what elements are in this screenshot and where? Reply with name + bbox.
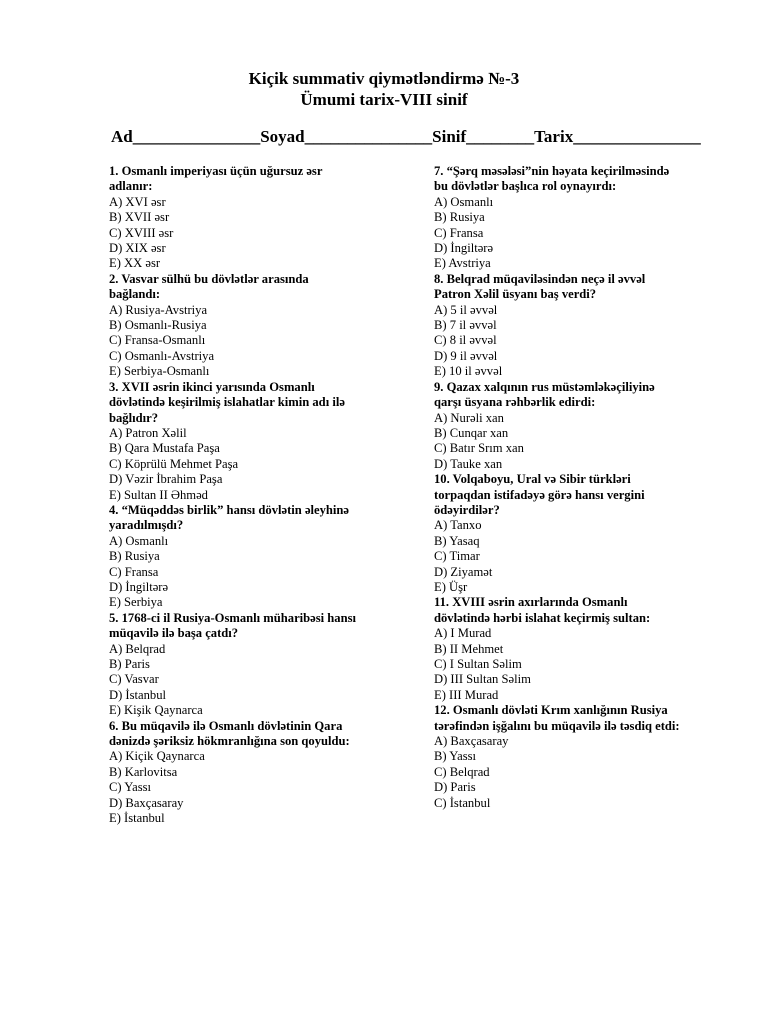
- answer-option: C) XVIII əsr: [109, 225, 174, 240]
- question-block: [109, 719, 409, 827]
- right-question-column: [434, 164, 734, 811]
- question-text: ödəyirdilər?: [434, 502, 500, 517]
- answer-option: C) Fransa: [434, 225, 484, 240]
- page-title: Kiçik summativ qiymətləndirmə №-3: [248, 69, 520, 88]
- answer-option: D) III Sultan Səlim: [434, 672, 531, 687]
- answer-option: B) Yasaq: [434, 533, 480, 548]
- answer-option: C) Fransa: [109, 564, 159, 579]
- question-text: 10. Volqaboyu, Ural və Sibir türkləri: [434, 472, 631, 487]
- question-block: [109, 164, 409, 272]
- answer-option: E) İstanbul: [109, 811, 165, 826]
- answer-option: B) Cunqar xan: [434, 425, 509, 440]
- answer-option: E) XX əsr: [109, 256, 161, 271]
- question-text: müqavilə ilə başa çatdı?: [109, 626, 239, 641]
- question-text: bağlandı:: [109, 287, 161, 302]
- answer-option: A) Osmanlı: [109, 533, 169, 548]
- question-text: 1. Osmanlı imperiyası üçün uğursuz əsr: [109, 164, 323, 178]
- answer-option: B) Paris: [109, 657, 150, 671]
- answer-option: B) Qara Mustafa Paşa: [109, 441, 220, 456]
- question-text: dövlətində keşirilmiş islahatlar kimin adı ilə: [109, 395, 345, 410]
- question-text: 2. Vasvar sülhü bu dövlətlər arasında: [109, 271, 309, 286]
- answer-option: E) Üşr: [434, 579, 468, 594]
- answer-option: D) Vəzir İbrahim Paşa: [109, 472, 223, 487]
- question-text: 11. XVIII əsrin axırlarında Osmanlı: [434, 595, 628, 610]
- answer-option: C) Yassı: [109, 780, 151, 795]
- answer-option: A) Patron Xəlil: [109, 425, 187, 440]
- answer-option: D) 9 il əvvəl: [434, 348, 498, 363]
- answer-option: D) Paris: [434, 780, 476, 795]
- answer-option: C) I Sultan Səlim: [434, 657, 522, 671]
- answer-option: B) Karlovitsa: [109, 764, 178, 779]
- answer-option: C) İstanbul: [434, 795, 491, 810]
- answer-option: C) Belqrad: [434, 764, 490, 779]
- question-text: 12. Osmanlı dövləti Krım xanlığının Rusiya: [434, 703, 668, 718]
- answer-option: A) Baxçasaray: [434, 734, 509, 749]
- answer-option: B) 7 il əvvəl: [434, 318, 497, 333]
- answer-option: A) Rusiya-Avstriya: [109, 302, 208, 317]
- student-info-fields: Ad_______________Soyad_______________Sinif________Tarix_______________: [111, 127, 701, 146]
- question-block: [109, 272, 409, 380]
- question-text: 7. “Şərq məsələsi”nin həyata keçirilməsində: [434, 164, 670, 178]
- answer-option: E) Avstriya: [434, 256, 491, 271]
- answer-option: C) Köprülü Mehmet Paşa: [109, 456, 239, 471]
- answer-option: E) III Murad: [434, 687, 499, 702]
- left-question-column: [109, 164, 409, 826]
- answer-option: D) XIX əsr: [109, 241, 166, 256]
- question-text: 8. Belqrad müqaviləsindən neçə il əvvəl: [434, 271, 646, 286]
- answer-option: E) Sultan II Əhməd: [109, 487, 208, 502]
- question-text: dənizdə şəriksiz hökmranlığına son qoyuldu:: [109, 734, 350, 749]
- question-block: [109, 611, 409, 719]
- answer-option: A) Tanxo: [434, 518, 482, 533]
- question-text: torpaqdan istifadəyə görə hansı vergini: [434, 487, 645, 502]
- question-text: adlanır:: [109, 179, 153, 194]
- answer-option: A) Osmanlı: [434, 194, 494, 209]
- question-block: [434, 272, 734, 380]
- question-text: bu dövlətlər başlıca rol oynayırdı:: [434, 179, 617, 194]
- answer-option: C) Osmanlı-Avstriya: [109, 348, 215, 363]
- answer-option: E) 10 il əvvəl: [434, 364, 503, 379]
- answer-option: A) 5 il əvvəl: [434, 302, 498, 317]
- question-block: [109, 380, 409, 503]
- question-block: [434, 380, 734, 472]
- question-block: [109, 503, 409, 611]
- answer-option: D) Ziyamət: [434, 564, 493, 579]
- answer-option: A) Kiçik Qaynarca: [109, 749, 205, 764]
- question-block: [434, 703, 734, 811]
- question-text: 5. 1768-ci il Rusiya-Osmanlı müharibəsi hansı: [109, 610, 357, 625]
- answer-option: A) I Murad: [434, 626, 492, 641]
- answer-option: A) Nurəli xan: [434, 410, 504, 425]
- answer-option: C) Vasvar: [109, 672, 159, 687]
- answer-option: D) Baxçasaray: [109, 795, 184, 810]
- answer-option: B) II Mehmet: [434, 641, 504, 656]
- question-text: Patron Xəlil üsyanı baş verdi?: [434, 287, 597, 302]
- answer-option: C) Batır Srım xan: [434, 441, 524, 456]
- answer-option: B) Yassı: [434, 749, 476, 764]
- answer-option: A) XVI əsr: [109, 194, 166, 209]
- answer-option: C) Timar: [434, 549, 480, 564]
- answer-option: E) Serbiya: [109, 595, 163, 610]
- question-text: yaradılmışdı?: [109, 518, 184, 533]
- answer-option: C) 8 il əvvəl: [434, 333, 497, 348]
- question-text: 3. XVII əsrin ikinci yarısında Osmanlı: [109, 379, 315, 394]
- answer-option: D) İngiltərə: [109, 579, 169, 594]
- answer-option: B) Rusiya: [434, 210, 485, 225]
- answer-option: B) Osmanlı-Rusiya: [109, 318, 207, 333]
- answer-option: B) XVII əsr: [109, 210, 170, 225]
- answer-option: D) Tauke xan: [434, 456, 503, 471]
- question-text: 9. Qazax xalqının rus müstəmləkəçiliyinə: [434, 379, 655, 394]
- answer-option: C) Fransa-Osmanlı: [109, 333, 206, 348]
- question-block: [434, 164, 734, 272]
- question-text: tərəfindən işğalını bu müqavilə ilə təsdiq etdi:: [434, 718, 680, 733]
- question-block: [434, 472, 734, 595]
- question-text: bağlıdır?: [109, 410, 158, 425]
- answer-option: D) İngiltərə: [434, 241, 494, 256]
- question-text: dövlətində hərbi islahat keçirmiş sultan:: [434, 610, 651, 625]
- question-text: qarşı üsyana rəhbərlik edirdi:: [434, 395, 596, 410]
- answer-option: E) Serbiya-Osmanlı: [109, 364, 210, 379]
- answer-option: E) Kişik Qaynarca: [109, 703, 203, 718]
- answer-option: D) İstanbul: [109, 687, 167, 702]
- answer-option: A) Belqrad: [109, 641, 166, 656]
- question-text: 6. Bu müqavilə ilə Osmanlı dövlətinin Qara: [109, 718, 343, 733]
- page-subtitle: Ümumi tarix-VIII sinif: [300, 90, 468, 109]
- question-text: 4. “Müqəddəs birlik” hansı dövlətin əleyhinə: [109, 502, 350, 517]
- question-block: [434, 595, 734, 703]
- answer-option: B) Rusiya: [109, 549, 160, 564]
